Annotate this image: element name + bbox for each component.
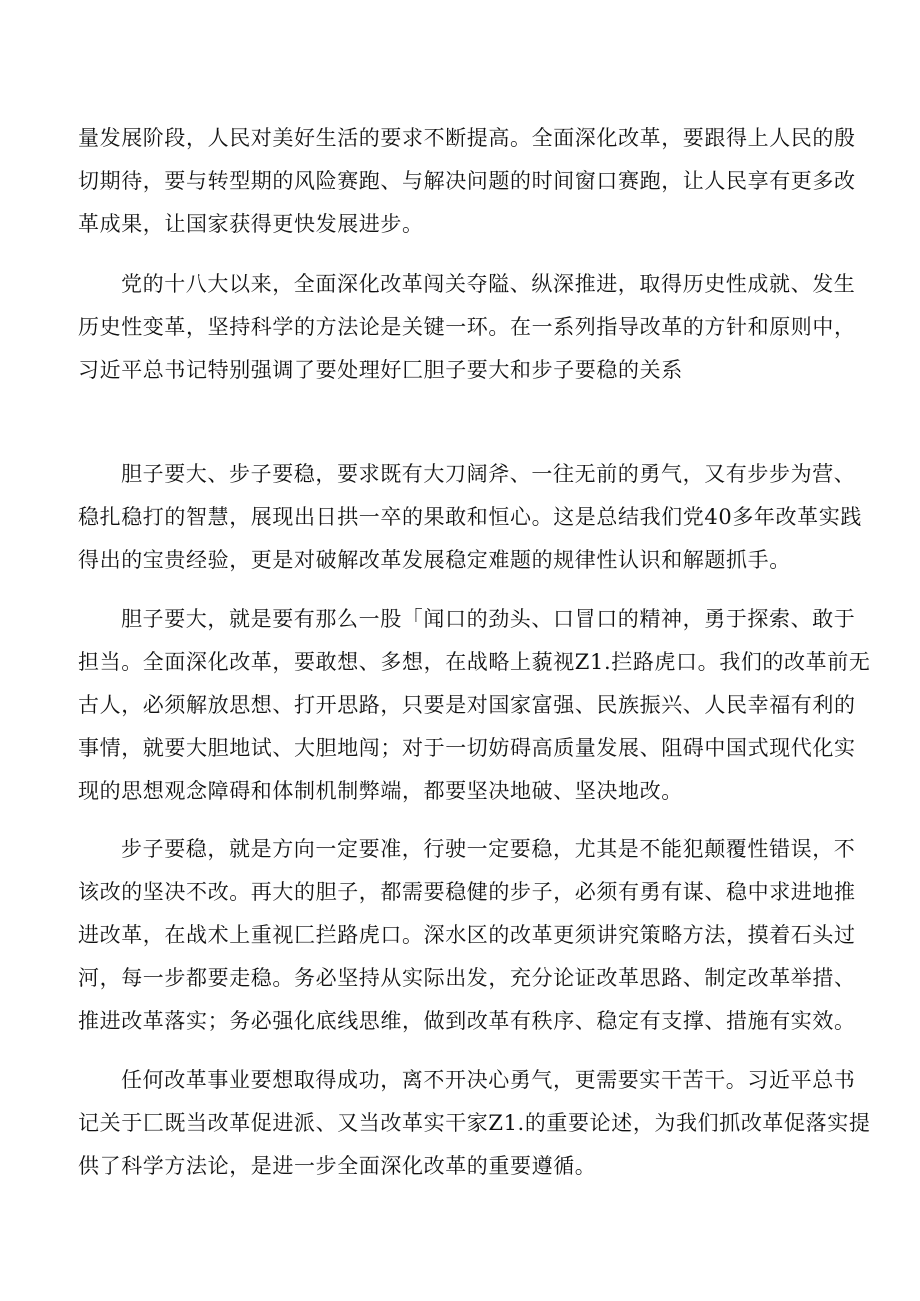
paragraph-line: 进改革，在战术上重视匚拦路虎口。深水区的改革更须讲究策略方法，摸着石头过 <box>78 923 856 947</box>
paragraph-line: 稳扎稳打的智慧，展现出日拱一卒的果敢和恒心。这是总结我们党40多年改革实践 <box>78 505 862 529</box>
paragraph-line: 该改的坚决不改。再大的胆子，都需要稳健的步子，必须有勇有谋、稳中求进地推 <box>78 880 856 904</box>
paragraph-6 <box>78 1064 871 1193</box>
paragraph-4 <box>78 603 871 818</box>
paragraph-line: 供了科学方法论，是进一步全面深化改革的重要遵循。 <box>78 1154 597 1178</box>
paragraph-line: 记关于匚既当改革促进派、又当改革实干家Z1.的重要论述，为我们抓改革促落实提 <box>78 1111 871 1135</box>
paragraph-line: 胆子要大、步子要稳，要求既有大刀阔斧、一往无前的勇气，又有步步为营、 <box>121 462 856 486</box>
paragraph-1 <box>78 122 868 251</box>
paragraph-line: 党的十八大以来，全面深化改革闯关夺隘、纵深推进，取得历史性成就、发生 <box>121 272 856 296</box>
paragraph-line: 现的思想观念障碍和体制机制弊端，都要坚决地破、坚决地改。 <box>78 779 683 803</box>
paragraph-line: 胆子要大，就是要有那么一股「闻口的劲头、口冒口的精神，勇于探索、敢于 <box>121 607 856 631</box>
paragraph-line: 习近平总书记特别强调了要处理好匚胆子要大和步子要稳的关系 <box>78 358 683 382</box>
paragraph-5 <box>78 833 868 1048</box>
paragraph-line: 推进改革落实；务必强化底线思维，做到改革有秩序、稳定有支撑、措施有实效。 <box>78 1009 856 1033</box>
paragraph-line: 任何改革事业要想取得成功，离不开决心勇气，更需要实干苦干。习近平总书 <box>121 1068 856 1092</box>
paragraph-line: 革成果，让国家获得更快发展进步。 <box>78 212 424 236</box>
paragraph-3 <box>78 458 868 587</box>
paragraph-line: 步子要稳，就是方向一定要准，行驶一定要稳，尤其是不能犯颠覆性错误，不 <box>121 837 856 861</box>
paragraph-line: 切期待，要与转型期的风险赛跑、与解决问题的时间窗口赛跑，让人民享有更多改 <box>78 169 856 193</box>
paragraph-line: 担当。全面深化改革，要敢想、多想，在战略上藐视Z1.拦路虎口。我们的改革前无 <box>78 650 871 674</box>
paragraph-line: 得出的宝贵经验，更是对破解改革发展稳定难题的规律性认识和解题抓手。 <box>78 548 791 572</box>
paragraph-2 <box>78 268 868 397</box>
paragraph-line: 历史性变革，坚持科学的方法论是关键一环。在一系列指导改革的方针和原则中， <box>78 315 856 339</box>
paragraph-line: 河，每一步都要走稳。务必坚持从实际出发，充分论证改革思路、制定改革举措、 <box>78 966 856 990</box>
paragraph-line: 量发展阶段，人民对美好生活的要求不断提高。全面深化改革，要跟得上人民的殷 <box>78 126 856 150</box>
paragraph-line: 古人，必须解放思想、打开思路，只要是对国家富强、民族振兴、人民幸福有利的 <box>78 693 856 717</box>
paragraph-line: 事情，就要大胆地试、大胆地闯；对于一切妨碍高质量发展、阻碍中国式现代化实 <box>78 736 856 760</box>
